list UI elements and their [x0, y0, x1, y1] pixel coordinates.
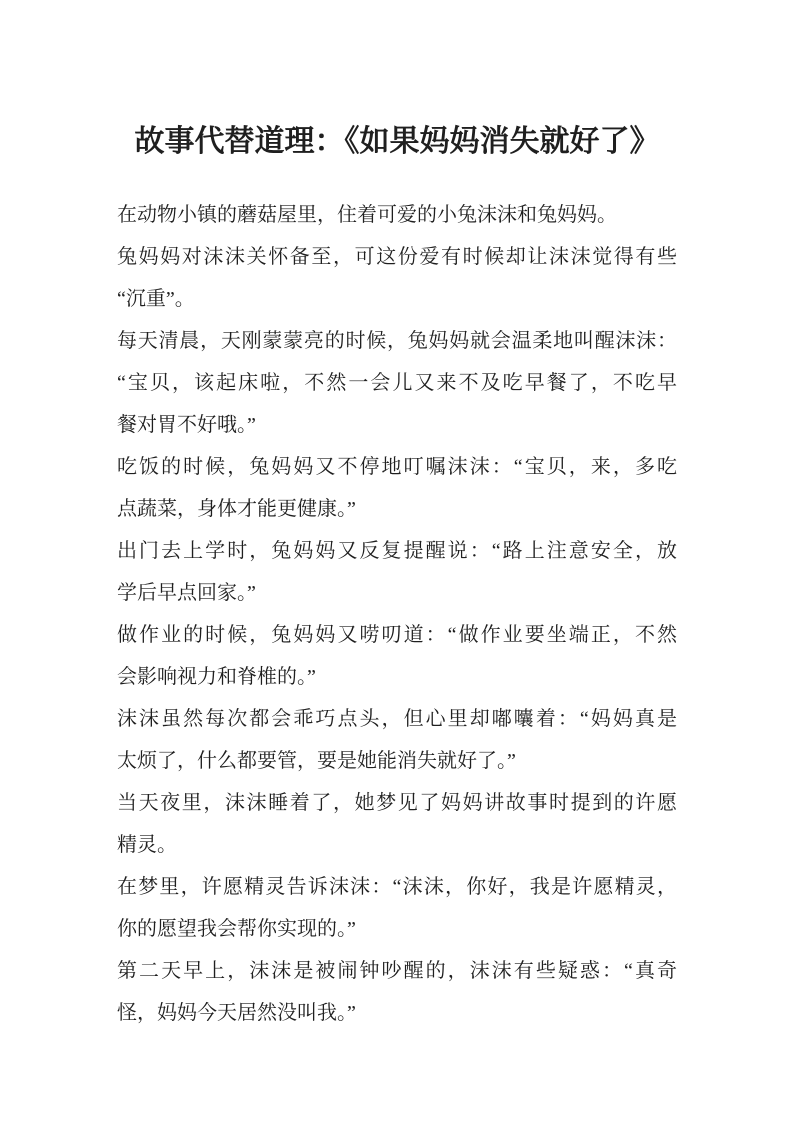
paragraph: [117, 236, 677, 320]
text-line: 在动物小镇的蘑菇屋里，住着可爱的小兔沫沫和兔妈妈。: [117, 204, 617, 226]
paragraph: [117, 194, 677, 236]
paragraph: [117, 530, 677, 614]
text-line: 沫沫虽然每次都会乖巧点头，但心里却嘟囔着：“妈妈真是: [117, 708, 677, 730]
paragraph: [117, 614, 677, 698]
paragraph: [117, 698, 677, 782]
text-line: 当天夜里，沫沫睡着了，她梦见了妈妈讲故事时提到的许愿: [117, 792, 677, 814]
document-body: [117, 194, 677, 1034]
text-line: 学后早点回家。”: [117, 582, 256, 604]
text-line: “沉重”。: [117, 288, 195, 310]
paragraph: [117, 866, 677, 950]
text-line: 吃饭的时候，兔妈妈又不停地叮嘱沫沫：“宝贝，来，多吃: [117, 456, 677, 478]
text-line: 出门去上学时，兔妈妈又反复提醒说：“路上注意安全，放: [117, 540, 677, 562]
paragraph: [117, 782, 677, 866]
document-title: 故事代替道理：《如果妈妈消失就好了》: [134, 125, 660, 158]
text-line: 点蔬菜，身体才能更健康。”: [117, 498, 356, 520]
text-line: 怪，妈妈今天居然没叫我。”: [117, 1002, 356, 1024]
text-line: 做作业的时候，兔妈妈又唠叨道：“做作业要坐端正，不然: [117, 624, 677, 646]
paragraph: [117, 320, 677, 446]
text-line: 在梦里，许愿精灵告诉沫沫：“沫沫，你好，我是许愿精灵，: [117, 876, 677, 898]
text-line: 会影响视力和脊椎的。”: [117, 666, 316, 688]
text-line: 你的愿望我会帮你实现的。”: [117, 918, 356, 940]
paragraph: [117, 446, 677, 530]
text-line: 餐对胃不好哦。”: [117, 414, 256, 436]
text-line: 每天清晨，天刚蒙蒙亮的时候，兔妈妈就会温柔地叫醒沫沫：: [117, 330, 677, 352]
text-line: 第二天早上，沫沫是被闹钟吵醒的，沫沫有些疑惑：“真奇: [117, 960, 677, 982]
text-line: 太烦了，什么都要管，要是她能消失就好了。”: [117, 750, 516, 772]
text-line: 兔妈妈对沫沫关怀备至，可这份爱有时候却让沫沫觉得有些: [117, 246, 677, 268]
paragraph: [117, 950, 677, 1034]
text-line: “宝贝，该起床啦，不然一会儿又来不及吃早餐了，不吃早: [117, 372, 677, 394]
text-line: 精灵。: [117, 834, 177, 856]
